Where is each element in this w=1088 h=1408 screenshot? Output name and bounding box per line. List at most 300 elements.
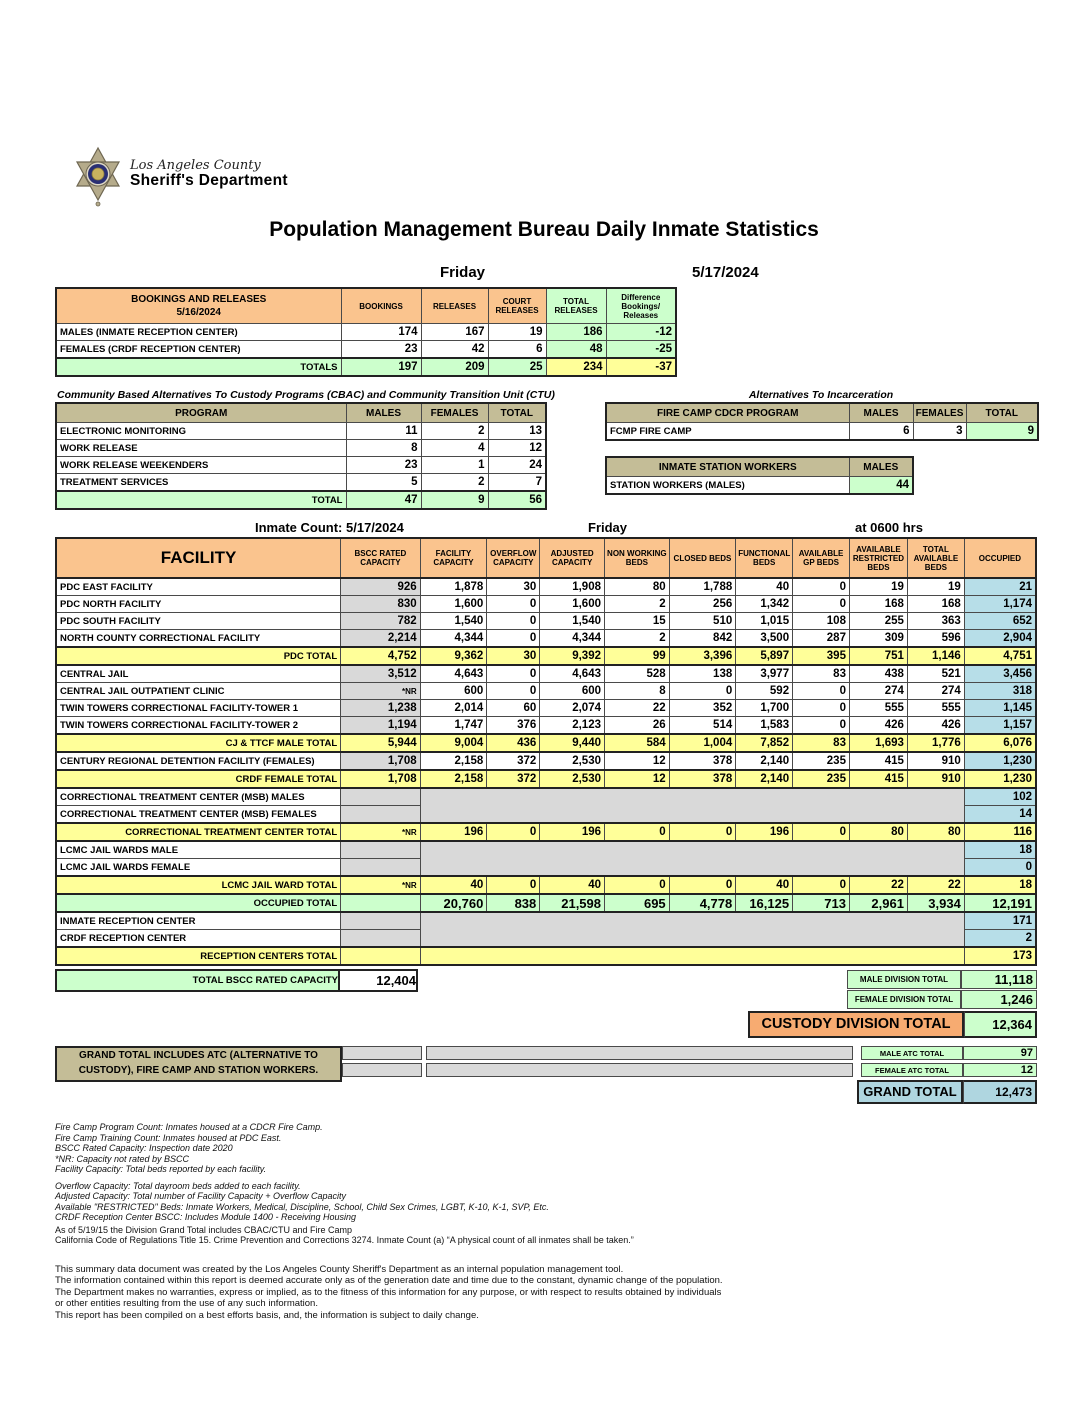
value-cell: 0 [793,596,850,613]
total-value: 9,392 [540,647,605,665]
column-header: OVERFLOW CAPACITY [487,538,540,578]
total-value: 415 [849,770,907,788]
column-header: ADJUSTED CAPACITY [540,538,605,578]
value-cell: 2,530 [540,752,605,770]
column-header: CLOSED BEDS [669,538,736,578]
table-row [56,358,676,376]
value-cell: 1,788 [669,578,736,596]
empty-cell [341,947,420,965]
disclaimer-text [55,1264,1037,1322]
value-cell: 13 [488,423,546,440]
value-cell: 1,540 [420,613,487,630]
grand-total-row [857,1080,1037,1104]
value-cell: 287 [793,630,850,648]
text-line: BSCC Rated Capacity: Inspection date 2020 [55,1143,233,1153]
value-cell: 48 [546,341,606,359]
table-row [56,665,1036,683]
occupied-total-value: 695 [605,894,670,912]
value-cell: 11 [346,423,421,440]
value-cell: 4 [421,440,488,457]
table-row [56,734,1036,752]
total-value: 1,146 [907,647,964,665]
table-row [56,630,1036,648]
male-atc-total-value: 97 [963,1046,1037,1060]
value-cell: 426 [849,717,907,735]
total-value: 372 [487,770,540,788]
value-cell: 0 [487,630,540,648]
value-cell: 19 [907,578,964,596]
value-cell: 596 [907,630,964,648]
value-cell: 0 [793,683,850,700]
text-line: CRDF Reception Center BSCC: Includes Module 1400 - Receiving Housing [55,1212,356,1222]
total-value: 6,076 [964,734,1036,752]
inmate-count-line [55,520,1037,535]
total-value: 0 [487,876,540,894]
custody-division-total-value: 12,364 [964,1011,1037,1038]
inmate-count-day: Friday [588,520,628,535]
value-cell: 1,583 [736,717,793,735]
bscc-capacity-row [55,969,418,992]
bookings-releases-table [55,287,677,377]
column-header: TOTAL AVAILABLE BEDS [907,538,964,578]
facility-label: CENTRAL JAIL [56,665,341,683]
table-row [56,324,676,341]
empty-cell [341,930,420,948]
value-cell: 1,908 [540,578,605,596]
table-row [606,477,913,495]
grand-total-value: 12,473 [963,1080,1037,1104]
value-cell: 12 [605,752,670,770]
value-cell: 2,140 [736,752,793,770]
report-day: Friday [440,264,486,281]
facility-label: TWIN TOWERS CORRECTIONAL FACILITY-TOWER 1 [56,700,341,717]
value-cell: 2 [605,630,670,648]
table-row [56,538,1036,578]
custody-division-total-row [748,1011,1037,1038]
total-value: 1,230 [964,770,1036,788]
value-cell: 415 [849,752,907,770]
grand-total-label: GRAND TOTAL [857,1080,963,1104]
value-cell: 0 [487,665,540,683]
column-header: FACILITY CAPACITY [420,538,487,578]
value-cell: 8 [605,683,670,700]
empty-cell [341,788,420,806]
value-cell: 592 [736,683,793,700]
table-row [56,700,1036,717]
total-label: PDC TOTAL [56,647,341,665]
column-header: PROGRAM [56,403,346,423]
fire-camp-label: FCMP FIRE CAMP [606,423,849,441]
female-atc-total-label: FEMALE ATC TOTAL [861,1063,963,1077]
value-cell: 274 [907,683,964,700]
atc-empty-span [426,1046,853,1060]
total-value: 1,708 [341,770,420,788]
occupied-cell: 1,174 [964,596,1036,613]
value-cell: 167 [421,324,488,341]
value-cell: 174 [341,324,421,341]
page-title: Population Management Bureau Daily Inmate Statistics [269,218,819,241]
value-cell: 3,512 [341,665,420,683]
value-cell: 40 [736,578,793,596]
total-value: 235 [793,770,850,788]
table-row [56,613,1036,630]
value-cell: 80 [605,578,670,596]
total-value: 9,362 [420,647,487,665]
value-cell: 1 [421,457,488,474]
value-cell: 555 [849,700,907,717]
totals-label: TOTALS [56,358,341,376]
alternatives-title: Alternatives To Incarceration [748,389,894,401]
total-value: 3,396 [669,647,736,665]
table-row [56,647,1036,665]
value-cell: 372 [487,752,540,770]
value-cell: 600 [420,683,487,700]
occupied-total-value [341,894,420,912]
facility-statistics-table [55,537,1037,966]
occupied-cell: 102 [964,788,1036,806]
totals-value: 56 [488,491,546,509]
value-cell: 108 [793,613,850,630]
facility-header: FACILITY [56,538,341,578]
facility-label: CORRECTIONAL TREATMENT CENTER (MSB) MALES [56,788,341,806]
table-row [56,912,1036,930]
station-workers-header: INMATE STATION WORKERS [606,457,849,477]
total-label: LCMC JAIL WARD TOTAL [56,876,341,894]
table-row [56,440,546,457]
facility-label: INMATE RECEPTION CENTER [56,912,341,930]
totals-value: 25 [488,358,546,376]
value-cell: 4,344 [540,630,605,648]
occupied-cell: 14 [964,806,1036,824]
total-value: 40 [420,876,487,894]
empty-cell [341,806,420,824]
text-line: *NR: Capacity not rated by BSCC [55,1153,190,1164]
footnotes-group-2 [55,1181,1037,1223]
total-value: *NR [341,876,420,894]
value-cell: 2 [421,423,488,440]
occupied-cell: 2,904 [964,630,1036,648]
total-value: 4,751 [964,647,1036,665]
value-cell: 1,540 [540,613,605,630]
empty-cell [341,912,420,930]
inmate-count-time: at 0600 hrs [855,520,923,535]
column-header: BOOKINGS [341,288,421,324]
value-cell: 12 [488,440,546,457]
text-line: The Department makes no warranties, express or implied, as to the fitness of this information for any purpose, or with respect to results obtained by individuals [55,1286,722,1298]
value-cell: 168 [849,596,907,613]
occupied-cell: 652 [964,613,1036,630]
table-row [56,341,676,359]
total-value: 0 [793,823,850,841]
facility-label: LCMC JAIL WARDS MALE [56,841,341,859]
value-cell: 3,977 [736,665,793,683]
table-row [56,683,1036,700]
value-cell: 555 [907,700,964,717]
value-cell: 2,014 [420,700,487,717]
custody-division-total-label: CUSTODY DIVISION TOTAL [748,1011,964,1038]
value-cell: 6 [488,341,546,359]
value-cell: -25 [606,341,676,359]
male-atc-total-label: MALE ATC TOTAL [861,1046,963,1060]
table-row [56,770,1036,788]
table-row [56,788,1036,806]
column-header: TOTAL RELEASES [546,288,606,324]
agency-department: Sheriff's Department [130,172,288,189]
text-line: Fire Camp Program Count: Inmates housed at a CDCR Fire Camp. [55,1122,323,1132]
value-cell: -12 [606,324,676,341]
totals-value: 209 [421,358,488,376]
empty-span [420,947,964,965]
value-cell: 42 [421,341,488,359]
occupied-cell: 171 [964,912,1036,930]
value-cell: 26 [605,717,670,735]
female-division-total-value: 1,246 [961,990,1037,1009]
value-cell: 510 [669,613,736,630]
value-cell: 0 [793,717,850,735]
column-header: TOTAL [966,403,1038,423]
table-row [56,841,1036,859]
value-cell: 22 [605,700,670,717]
value-cell: 23 [346,457,421,474]
facility-label: LCMC JAIL WARDS FEMALE [56,859,341,877]
female-division-total-label: FEMALE DIVISION TOTAL [847,990,961,1009]
value-cell: 1,747 [420,717,487,735]
cbac-table [55,402,547,510]
sheriff-badge-icon [70,146,126,215]
row-label: FEMALES (CRDF RECEPTION CENTER) [56,341,341,359]
total-value: 910 [907,770,964,788]
value-cell: 352 [669,700,736,717]
value-cell: 83 [793,665,850,683]
table-row [56,403,546,423]
value-cell: 309 [849,630,907,648]
value-cell: 9 [966,423,1038,441]
table-row [56,894,1036,912]
total-value: 2,530 [540,770,605,788]
total-value: 80 [907,823,964,841]
occupied-cell: 1,157 [964,717,1036,735]
total-value: 196 [736,823,793,841]
value-cell: 0 [487,596,540,613]
value-cell: 2 [605,596,670,613]
program-label: TREATMENT SERVICES [56,474,346,492]
value-cell: 438 [849,665,907,683]
table-row [56,423,546,440]
inmate-count-label: Inmate Count: 5/17/2024 [255,520,404,535]
value-cell: 2,214 [341,630,420,648]
value-cell: 378 [669,752,736,770]
table-row [56,457,546,474]
value-cell: 168 [907,596,964,613]
facility-label: PDC SOUTH FACILITY [56,613,341,630]
male-atc-row [342,1046,1037,1060]
value-cell: 1,015 [736,613,793,630]
fire-camp-header: FIRE CAMP CDCR PROGRAM [606,403,849,423]
text-line: Available "RESTRICTED" Beds: Inmate Workers, Medical, Discipline, School, Child Sex Crimes, LGBT, K-10, K-1, SVP, Etc. [55,1201,549,1212]
total-value: 5,897 [736,647,793,665]
value-cell: 782 [341,613,420,630]
facility-label: PDC EAST FACILITY [56,578,341,596]
value-cell: 3 [913,423,966,441]
value-cell: 0 [793,578,850,596]
value-cell: 0 [487,613,540,630]
value-cell: 2,158 [420,752,487,770]
column-header: BSCC RATED CAPACITY [341,538,420,578]
total-value: 40 [540,876,605,894]
not-applicable-span [420,912,964,947]
table-row [56,876,1036,894]
total-value: 196 [540,823,605,841]
atc-empty-cell [342,1046,422,1060]
occupied-total-value: 3,934 [907,894,964,912]
text-line: The information contained within this report is deemed accurate only as of the generation date and time due to the constant, dynamic change of the population. [55,1275,723,1286]
occupied-cell: 0 [964,859,1036,877]
occupied-total-value: 12,191 [964,894,1036,912]
value-cell: 528 [605,665,670,683]
total-label: CJ & TTCF MALE TOTAL [56,734,341,752]
column-header: MALES [346,403,421,423]
totals-value: 9 [421,491,488,509]
column-header: COURT RELEASES [488,288,546,324]
atc-empty-span [426,1063,853,1077]
text-line: This report has been compiled on a best efforts basis, and, the information is subject to daily change. [55,1309,479,1321]
table-row [606,403,1038,423]
value-cell: 1,878 [420,578,487,596]
occupied-total-value: 20,760 [420,894,487,912]
totals-value: 47 [346,491,421,509]
total-value: 80 [849,823,907,841]
program-label: ELECTRONIC MONITORING [56,423,346,440]
column-header: FUNCTIONAL BEDS [736,538,793,578]
total-value: 751 [849,647,907,665]
value-cell: 6 [849,423,913,441]
value-cell: 600 [540,683,605,700]
total-value: 584 [605,734,670,752]
grand-total-note [55,1046,342,1082]
value-cell: 255 [849,613,907,630]
value-cell: 926 [341,578,420,596]
text-line: Overflow Capacity: Total dayroom beds added to each facility. [55,1180,301,1191]
occupied-cell: 318 [964,683,1036,700]
table-row [606,423,1038,441]
value-cell: 4,344 [420,630,487,648]
table-row [56,474,546,492]
value-cell: 274 [849,683,907,700]
total-value: 395 [793,647,850,665]
value-cell: 19 [849,578,907,596]
table-row [56,578,1036,596]
column-header: TOTAL [488,403,546,423]
total-value: 2,158 [420,770,487,788]
total-value: 9,004 [420,734,487,752]
station-workers-value: 44 [849,477,913,495]
total-value: 1,776 [907,734,964,752]
facility-label: CENTURY REGIONAL DETENTION FACILITY (FEMALES) [56,752,341,770]
value-cell: 8 [346,440,421,457]
value-cell: 1,600 [420,596,487,613]
facility-label: CENTRAL JAIL OUTPATIENT CLINIC [56,683,341,700]
value-cell: 842 [669,630,736,648]
female-atc-row [342,1063,1037,1077]
occupied-cell: 3,456 [964,665,1036,683]
value-cell: 4,643 [540,665,605,683]
value-cell: 19 [488,324,546,341]
division-totals-area [55,966,1037,1042]
value-cell: 0 [669,683,736,700]
total-value: 7,852 [736,734,793,752]
totals-value: -37 [606,358,676,376]
column-header: MALES [849,457,913,477]
total-value: 378 [669,770,736,788]
fire-camp-table [605,402,1039,441]
bscc-capacity-label: TOTAL BSCC RATED CAPACITY [55,969,340,992]
value-cell: 0 [487,683,540,700]
column-header: FEMALES [913,403,966,423]
value-cell: 138 [669,665,736,683]
male-division-total-row [847,970,1037,989]
value-cell: *NR [341,683,420,700]
value-cell: 0 [793,700,850,717]
footnotes-group-3 [55,1225,1037,1246]
occupied-total-value: 2,961 [849,894,907,912]
table-row [56,752,1036,770]
total-label: CORRECTIONAL TREATMENT CENTER TOTAL [56,823,341,841]
column-header: NON WORKING BEDS [605,538,670,578]
female-atc-total-value: 12 [963,1063,1037,1077]
table-row [606,457,913,477]
total-value: 30 [487,647,540,665]
bookings-title-cell: BOOKINGS AND RELEASES 5/16/2024 [56,288,341,324]
total-value: 9,440 [540,734,605,752]
value-cell: 15 [605,613,670,630]
value-cell: 1,194 [341,717,420,735]
value-cell: 4,643 [420,665,487,683]
total-value: 116 [964,823,1036,841]
occupied-cell: 21 [964,578,1036,596]
text-line: or other entities resulting from the use of any such information. [55,1298,318,1309]
totals-value: 197 [341,358,421,376]
value-cell: 186 [546,324,606,341]
total-value: 196 [420,823,487,841]
total-value: 1,693 [849,734,907,752]
total-value: 99 [605,647,670,665]
atc-empty-cell [342,1063,422,1077]
not-applicable-span [420,841,964,876]
total-value: 0 [487,823,540,841]
facility-label: CORRECTIONAL TREATMENT CENTER (MSB) FEMALES [56,806,341,824]
facility-label: NORTH COUNTY CORRECTIONAL FACILITY [56,630,341,648]
value-cell: 910 [907,752,964,770]
table-row [56,717,1036,735]
text-line: As of 5/19/15 the Division Grand Total includes CBAC/CTU and Fire Camp [55,1224,352,1235]
value-cell: 2,123 [540,717,605,735]
occupied-cell: 173 [964,947,1036,965]
occupied-cell: 1,230 [964,752,1036,770]
footnotes-group-1 [55,1122,1037,1175]
total-value: 22 [907,876,964,894]
value-cell: 235 [793,752,850,770]
value-cell: 363 [907,613,964,630]
occupied-cell: 2 [964,930,1036,948]
column-header: OCCUPIED [964,538,1036,578]
male-division-total-label: MALE DIVISION TOTAL [847,970,961,989]
value-cell: 1,342 [736,596,793,613]
totals-label: TOTAL [56,491,346,509]
value-cell: 830 [341,596,420,613]
station-workers-table [605,456,914,495]
value-cell: 1,238 [341,700,420,717]
grand-total-note-line2: CUSTODY), FIRE CAMP AND STATION WORKERS. [78,1065,319,1076]
